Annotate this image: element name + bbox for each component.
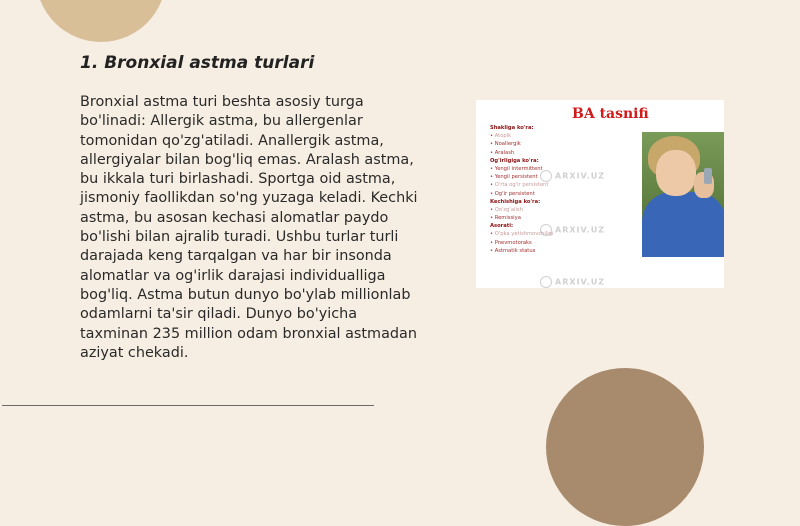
- child-with-inhaler-photo: [642, 132, 724, 257]
- decorative-circle-top: [36, 0, 166, 42]
- slide-title: BA tasnifi: [572, 106, 649, 122]
- list-item: • Atopik: [490, 132, 640, 140]
- body-paragraph: Bronxial astma turi beshta asosiy turga bo'linadi: Allergik astma, bu allergenlar tomonidan qo'zg'atiladi. Anallergik astma, allergiyalar bilan bog'liq emas. Aralash astma, bu ikkala turi birlashadi. Sportga oid astma, jismoniy faollikdan so'ng yuzaga keladi. Kechki astma, bu asosan kechasi alomatlar paydo bo'lishi bilan ajralib turadi. Ushbu turlar turli darajada keng tarqalgan va har bir insonda alomatlar va og'irlik darajasi individualliga bog'liq. Astma butun dunyo bo'ylab millionlab odamlarni ta'sir qiladi. Dunyo bo'yicha taxminan 235 million odam bronxial astmadan aziyat chekadi.: [80, 94, 418, 361]
- embedded-slide-image: [476, 100, 724, 288]
- photo-face: [656, 150, 696, 196]
- watermark-logo-icon: [540, 224, 552, 236]
- watermark-text: ARXIV.UZ: [555, 171, 605, 181]
- list-item: • O'pka yetishmovchiligi: [490, 230, 640, 238]
- list-item: • Remissiya: [490, 214, 640, 222]
- decorative-circle-bottom: [546, 368, 704, 526]
- watermark-logo-icon: [540, 276, 552, 288]
- list-item: • Yengil intermittent: [490, 165, 640, 173]
- photo-shirt: [642, 192, 724, 257]
- watermark: [540, 170, 605, 182]
- list-item: • Astmatik status: [490, 247, 640, 255]
- watermark-text: ARXIV.UZ: [555, 225, 605, 235]
- watermark: [540, 224, 605, 236]
- list-heading: Asorati:: [490, 223, 514, 230]
- divider-line: [2, 405, 374, 406]
- list-heading: Og'irligiga ko'ra:: [490, 157, 539, 164]
- watermark: [540, 276, 605, 288]
- list-item: • Qo'zg'alish: [490, 206, 640, 214]
- watermark-logo-icon: [540, 170, 552, 182]
- list-item: • Noallergik: [490, 140, 640, 148]
- list-item: • Pnevmotoraks: [490, 239, 640, 247]
- list-item: • Og'ir persistent: [490, 190, 640, 198]
- list-item: • Aralash: [490, 149, 640, 157]
- list-heading: Kechishiga ko'ra:: [490, 198, 541, 205]
- list-item: • Yengil persistent: [490, 173, 640, 181]
- inhaler-icon: [704, 168, 712, 184]
- watermark-text: ARXIV.UZ: [555, 277, 605, 287]
- list-item: • O'rta og'ir persistent: [490, 181, 640, 189]
- list-heading: Shakliga ko'ra:: [490, 125, 534, 131]
- page-title: 1. Bronxial astma turlari: [80, 53, 315, 73]
